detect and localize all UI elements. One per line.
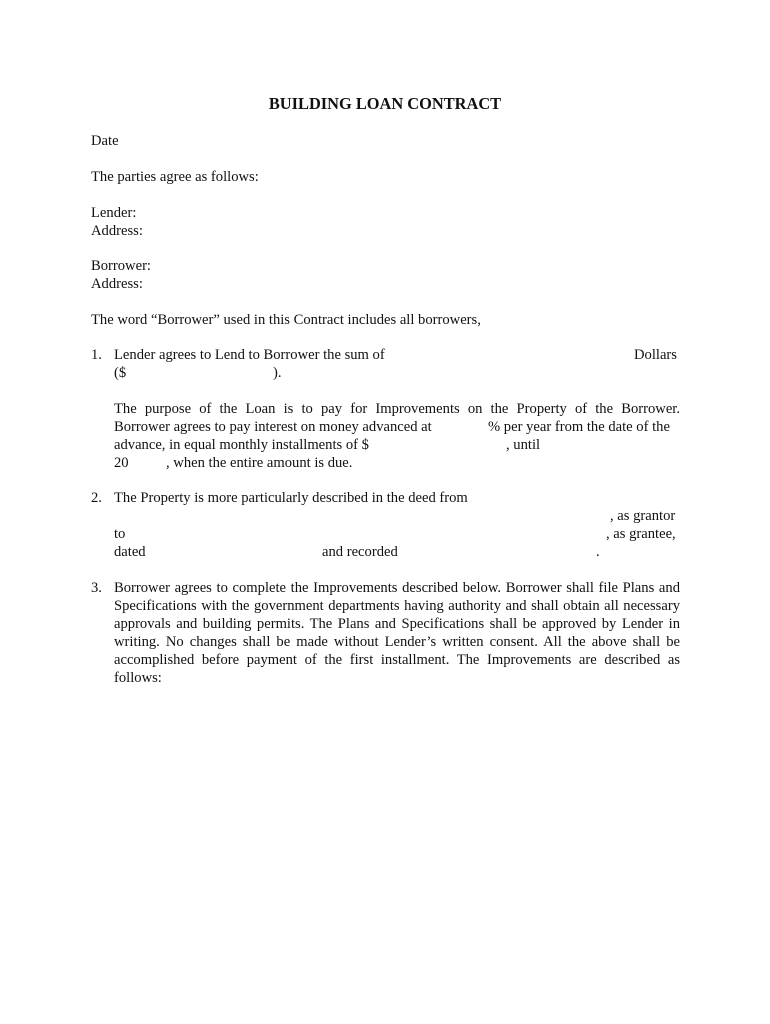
section-1-paren-close: ). xyxy=(273,365,282,381)
section-2-line1: The Property is more particularly described in the deed from xyxy=(114,490,468,506)
section-3-text: Borrower agrees to complete the Improvements described below. Borrower shall file Plans and Specifications with the government departments having authority and shall obtain all necessary approvals and building permits. The Plans and Specifications shall be approved by Lender in writing. No changes shall be made without Lender’s written consent. All the above shall be accomplished before payment of the first installment. The Improvements are described as follows: xyxy=(114,580,680,686)
section-1-purpose-line3b: , until xyxy=(506,437,541,453)
section-1-purpose-line4a: 20 xyxy=(114,455,129,471)
intro-text: The parties agree as follows: xyxy=(91,169,259,185)
borrower-label: Borrower: xyxy=(91,258,151,274)
section-1-line1: Lender agrees to Lend to Borrower the sum of xyxy=(114,347,385,363)
document-title: BUILDING LOAN CONTRACT xyxy=(268,94,502,113)
lender-label: Lender: xyxy=(91,205,137,221)
borrower-address-label: Address: xyxy=(91,276,143,292)
section-1-purpose-line1: The purpose of the Loan is to pay for Improvements on the Property of the Borrower. xyxy=(114,401,680,417)
section-2-grantor: , as grantor xyxy=(610,508,676,524)
section-2-recorded: and recorded xyxy=(322,544,398,560)
section-1-purpose-line2a: Borrower agrees to pay interest on money advanced at xyxy=(114,419,432,435)
borrower-definition: The word “Borrower” used in this Contract includes all borrowers, xyxy=(91,312,481,328)
section-3-number: 3. xyxy=(91,580,102,596)
section-2-to: to xyxy=(114,526,126,542)
section-1-purpose-line2b: % per year from the date of the xyxy=(488,419,670,435)
section-2-number: 2. xyxy=(91,490,102,506)
section-2-period: . xyxy=(596,544,600,560)
section-1-dollars: Dollars xyxy=(634,347,677,363)
section-1-paren-open: ($ xyxy=(114,365,127,381)
lender-address-label: Address: xyxy=(91,223,143,239)
section-1-purpose-line3a: advance, in equal monthly installments of $ xyxy=(114,437,369,453)
section-1-number: 1. xyxy=(91,347,102,363)
date-label: Date xyxy=(91,133,119,149)
section-2-dated: dated xyxy=(114,544,146,560)
section-2-grantee: , as grantee, xyxy=(606,526,676,542)
section-1-purpose-line4b: , when the entire amount is due. xyxy=(166,455,353,471)
